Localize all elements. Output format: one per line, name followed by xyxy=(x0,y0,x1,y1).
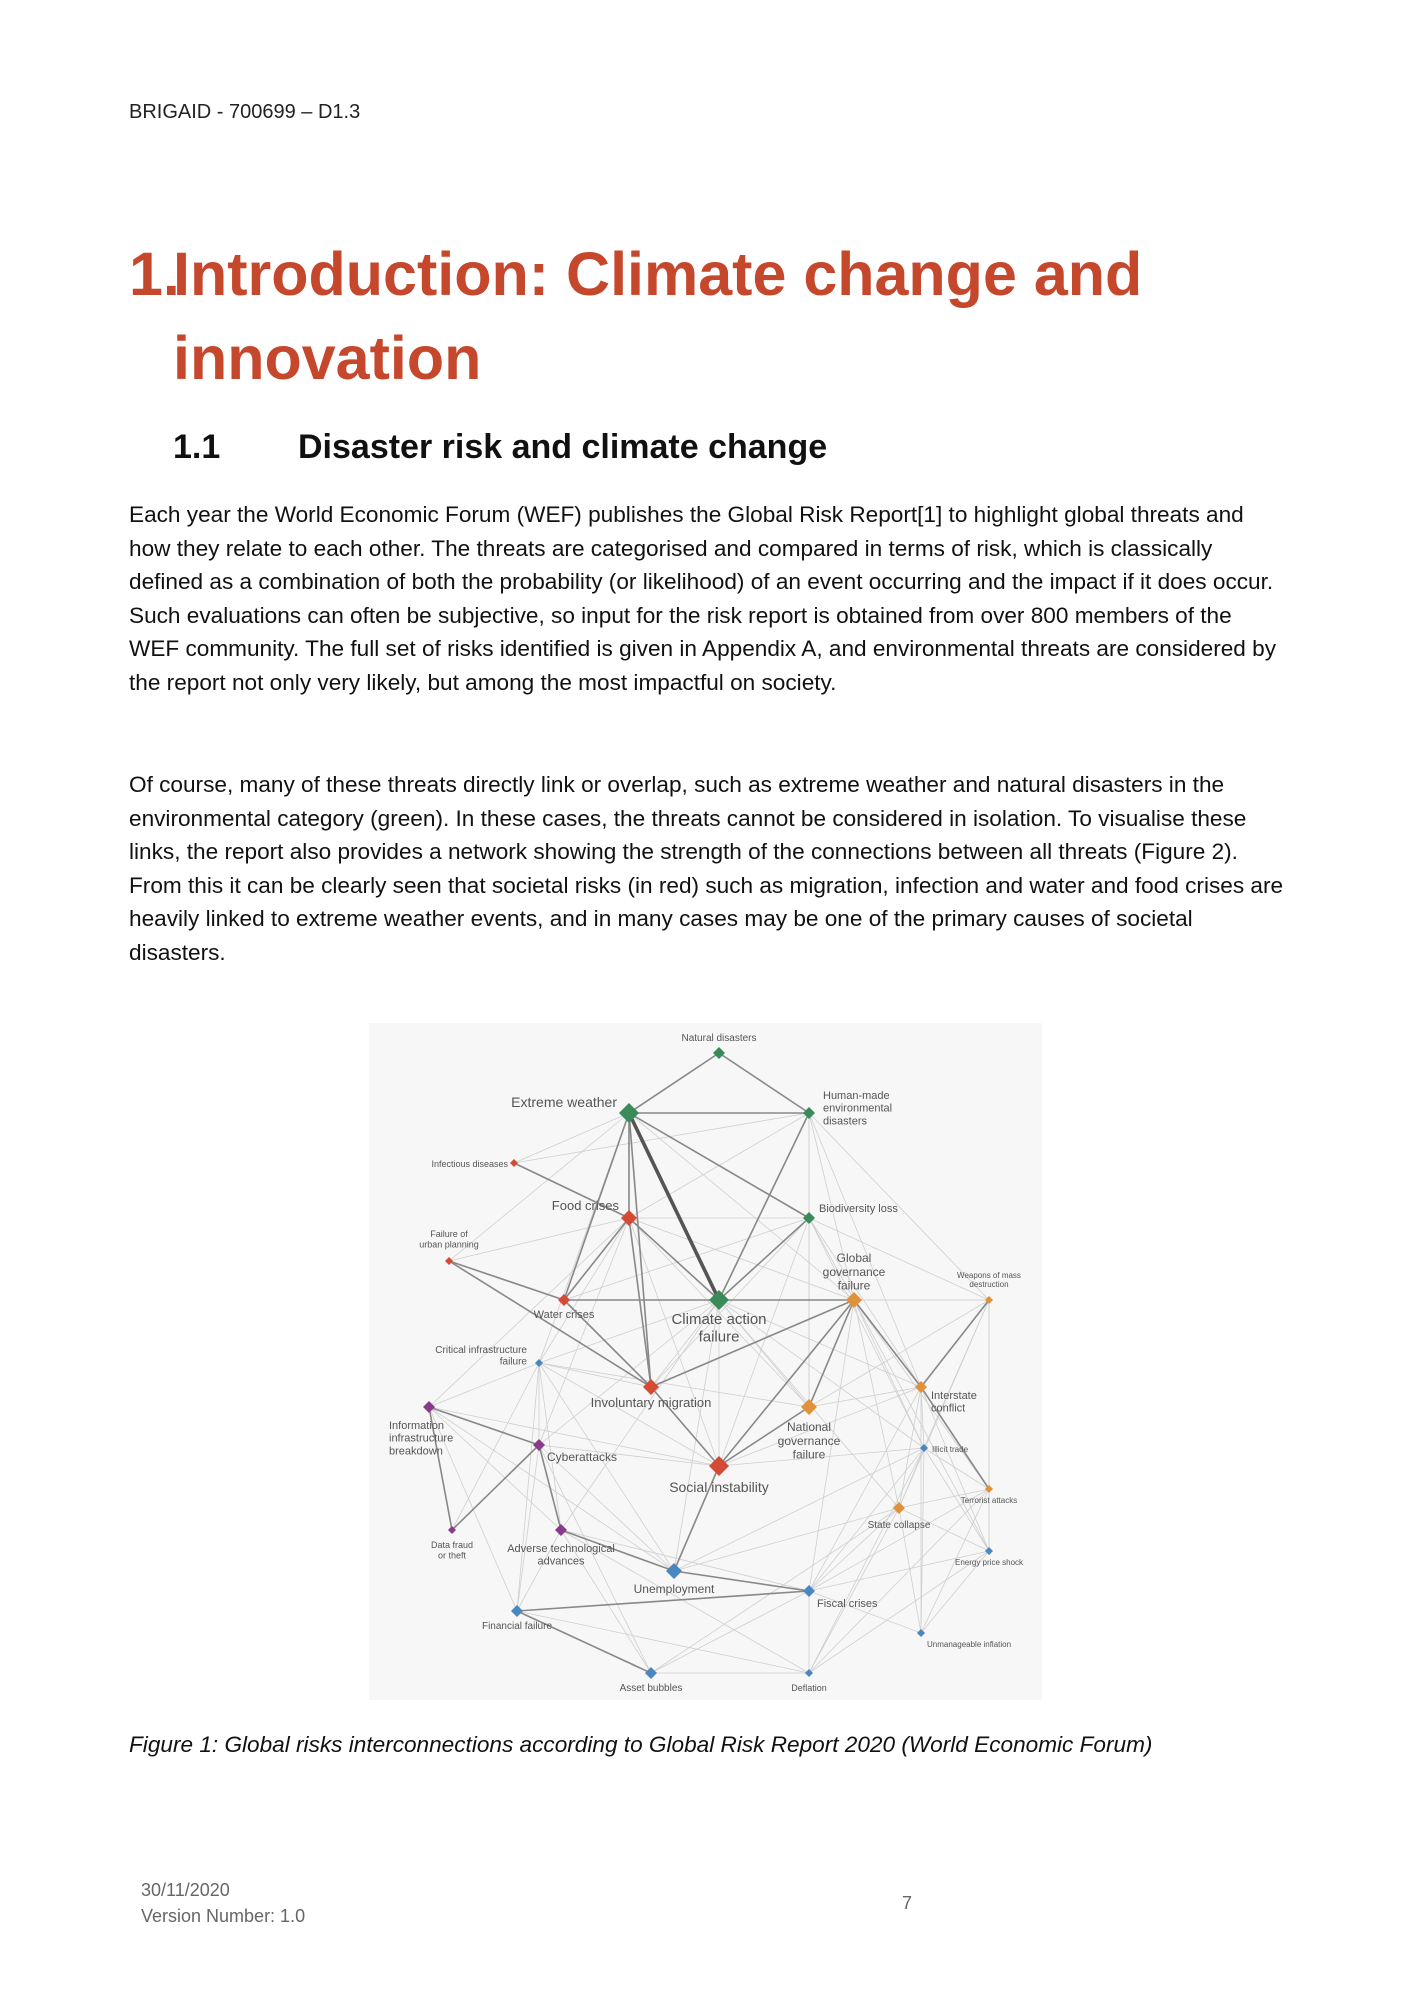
weak-link xyxy=(809,1551,989,1673)
node-label: Energy price shock xyxy=(954,1558,1024,1567)
node-humanmade xyxy=(803,1090,892,1127)
section-title: Disaster risk and climate change xyxy=(298,428,828,466)
node-inflation xyxy=(917,1629,1011,1649)
node-biodiv xyxy=(803,1203,898,1224)
weak-link xyxy=(514,1113,629,1163)
weak-link xyxy=(452,1363,539,1530)
node-label: Biodiversity loss xyxy=(819,1203,898,1215)
node-marker xyxy=(535,1359,543,1367)
node-label: Failure of urban planning xyxy=(419,1229,479,1250)
node-label: Unmanageable inflation xyxy=(927,1640,1012,1649)
weak-link xyxy=(539,1218,629,1445)
strong-link xyxy=(564,1218,629,1300)
node-infobreak xyxy=(389,1401,453,1457)
node-natural xyxy=(681,1033,756,1059)
page-number: 7 xyxy=(902,1893,913,1913)
node-label: Food crises xyxy=(551,1198,619,1213)
node-label: Weapons of mass destruction xyxy=(957,1271,1021,1290)
weak-link xyxy=(517,1611,809,1673)
node-extreme xyxy=(511,1094,639,1123)
weak-link xyxy=(651,1591,809,1673)
node-label: Human-made environmental disasters xyxy=(823,1090,893,1128)
node-label: Terrorist attacks xyxy=(960,1496,1018,1505)
chapter-heading xyxy=(129,232,1279,400)
node-water xyxy=(534,1294,595,1321)
node-wmd xyxy=(957,1271,1021,1304)
node-critical xyxy=(435,1345,543,1368)
node-label: Fiscal crises xyxy=(817,1598,878,1610)
node-label: Illicit trade xyxy=(932,1445,969,1454)
strong-link xyxy=(921,1300,989,1387)
body-paragraph-2: Of course, many of these threats directly link or overlap, such as extreme weather and natural disasters in the environmental category (green). In these cases, the threats cannot be considered in isolation. To visualise these links, the report also provides a network showing the strength of the connections between all threats (Figure 2). From this it can be clearly seen that societal risks (in red) such as migration, infection and water and food crises are heavily linked to extreme weather events, and in many cases may be one of the primary causes of societal disasters. xyxy=(129,772,1284,965)
chapter-title-line1: Introduction: Climate change and xyxy=(173,240,1143,308)
figure-caption: Figure 1: Global risks interconnections according to Global Risk Report 2020 (World Economic Forum) xyxy=(129,1732,1153,1757)
node-climate xyxy=(671,1290,766,1345)
strong-link xyxy=(452,1445,539,1530)
risk-network-figure xyxy=(369,1023,1042,1700)
risk-network-graph xyxy=(369,1023,1042,1700)
node-label: Deflation xyxy=(791,1683,827,1693)
strong-link xyxy=(719,1053,809,1113)
node-energy xyxy=(955,1547,1024,1567)
weak-link xyxy=(514,1113,809,1163)
node-assets xyxy=(620,1667,683,1694)
node-label: Information infrastructure breakdown xyxy=(389,1420,454,1458)
weak-link xyxy=(899,1448,924,1508)
node-natgov xyxy=(778,1399,841,1462)
node-label: Water crises xyxy=(533,1309,595,1321)
node-label: Cyberattacks xyxy=(547,1450,618,1464)
weak-link xyxy=(539,1363,651,1387)
node-label: Asset bubbles xyxy=(619,1683,683,1694)
weak-link xyxy=(517,1445,539,1611)
node-food xyxy=(552,1198,637,1226)
weak-link xyxy=(651,1218,809,1387)
section-number: 1.1 xyxy=(173,428,221,466)
chapter-number: 1. xyxy=(129,240,180,308)
node-marker xyxy=(619,1103,639,1123)
node-label: Data fraud or theft xyxy=(430,1540,474,1561)
body-paragraph-1: Each year the World Economic Forum (WEF) publishes the Global Risk Report[1] to highlight global threats and how they relate to each other. The threats are categorised and compared in terms of risk, which is classically defined as a combination of both the probability (or likelihood) of an event occurring and the impact if it does occur. Such evaluations can often be subjective, so input for the risk report is obtained from over 800 members of the WEF community. The full set of risks identified is given in Appendix A, and environmental threats are considered by the report not only very likely, but among the most impactful on society. xyxy=(129,502,1276,695)
node-marker xyxy=(645,1667,657,1679)
strong-link xyxy=(719,1218,809,1300)
node-marker xyxy=(511,1605,523,1617)
node-label: Extreme weather xyxy=(511,1094,617,1110)
node-label: Natural disasters xyxy=(681,1033,757,1044)
section-heading xyxy=(173,428,827,467)
node-label: Climate action failure xyxy=(671,1311,767,1346)
document-header-reference: BRIGAID - 700699 – D1.3 xyxy=(129,101,361,123)
weak-link xyxy=(924,1448,989,1489)
strong-link xyxy=(629,1053,719,1113)
footer-date: 30/11/2020 xyxy=(141,1880,230,1900)
node-label: Financial failure xyxy=(481,1621,553,1632)
node-label: Involuntary migration xyxy=(590,1395,712,1410)
weak-link xyxy=(629,1218,854,1300)
strong-link xyxy=(449,1261,564,1300)
weak-link xyxy=(854,1300,989,1551)
node-migration xyxy=(591,1379,712,1410)
node-label: Interstate conflict xyxy=(931,1390,977,1415)
strong-link xyxy=(449,1261,651,1387)
node-urban xyxy=(419,1229,479,1265)
footer-version: Version Number: 1.0 xyxy=(141,1906,306,1926)
weak-link xyxy=(517,1363,539,1611)
weak-link xyxy=(921,1448,924,1633)
node-label: National governance failure xyxy=(777,1420,841,1462)
node-label: Global governance failure xyxy=(822,1251,886,1293)
node-label: Unemployment xyxy=(633,1582,715,1596)
node-label: State collapse xyxy=(867,1520,931,1531)
node-fiscal xyxy=(803,1585,878,1610)
node-marker xyxy=(510,1159,518,1167)
weak-link xyxy=(809,1387,921,1591)
strong-link xyxy=(719,1113,809,1300)
node-label: Social instability xyxy=(669,1479,769,1495)
chapter-title-line2: innovation xyxy=(173,324,482,392)
weak-link xyxy=(809,1508,899,1673)
node-datafraud xyxy=(431,1526,473,1560)
node-unemploy xyxy=(634,1563,715,1596)
node-label: Infectious diseases xyxy=(431,1159,508,1169)
node-label: Critical infrastructure failure xyxy=(435,1345,527,1368)
node-infectious xyxy=(431,1159,518,1169)
node-label: Adverse technological advances xyxy=(507,1543,615,1568)
node-marker xyxy=(713,1047,725,1059)
weak-link xyxy=(429,1363,539,1407)
weak-link xyxy=(561,1300,719,1530)
